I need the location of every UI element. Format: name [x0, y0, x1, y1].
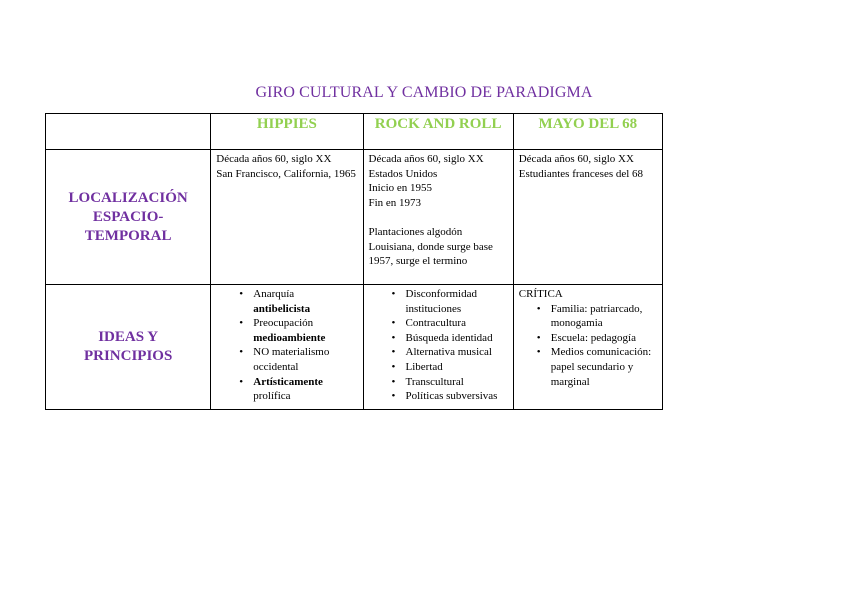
- header-rock-and-roll: ROCK AND ROLL: [363, 114, 513, 150]
- cell-hippies-localizacion: [211, 150, 363, 285]
- cell-text: Década años 60, siglo XX: [216, 153, 332, 165]
- cell-text: Década años 60, siglo XX: [518, 153, 634, 165]
- list-item-text: Preocupación: [253, 317, 314, 330]
- comparison-table: [45, 113, 663, 410]
- cell-text: Estudiantes franceses del 68: [518, 167, 644, 180]
- cell-text: Estados Unidos: [368, 167, 438, 180]
- cell-text: Inicio en 1955: [368, 182, 433, 195]
- header-hippies: HIPPIES: [211, 114, 363, 150]
- cell-rock-localizacion: [363, 150, 513, 285]
- list-item-text: Anarquía: [253, 288, 295, 300]
- bullet-list: [216, 287, 357, 404]
- cell-blank-line: [369, 210, 508, 225]
- row-label-line: IDEAS Y: [98, 329, 159, 345]
- header-empty-cell: [46, 114, 211, 150]
- list-item: [216, 287, 357, 316]
- row-label-localizacion: [46, 150, 211, 285]
- cell-text: Fin en 1973: [368, 196, 422, 209]
- bullet-list: [369, 287, 508, 404]
- list-item: • Políticas subversivas: [369, 389, 508, 404]
- row-label-line: ESPACIO-: [92, 208, 164, 225]
- list-item-text: prolífica: [253, 390, 291, 403]
- list-item-bold-text: antibelicista: [253, 302, 311, 315]
- cell-intro-text: CRÍTICA: [518, 288, 563, 300]
- list-item: [216, 345, 357, 374]
- bullet-list: [519, 302, 657, 390]
- list-item: • Medios comunicación: papel secundario y marginal: [519, 345, 657, 389]
- cell-rock-ideas: [363, 285, 513, 410]
- row-label-line: TEMPORAL: [84, 227, 172, 244]
- list-item: • Transcultural: [369, 375, 508, 390]
- cell-text: Plantaciones algodón Louisiana, donde surge base 1957, surge el termino: [368, 225, 493, 268]
- list-item: [216, 316, 357, 345]
- cell-mayo-localizacion: [513, 150, 662, 285]
- list-item: • Disconformidad instituciones: [369, 287, 508, 316]
- list-item: • Búsqueda identidad: [369, 331, 508, 346]
- cell-text: Década años 60, siglo XX: [368, 153, 484, 165]
- list-item-text: NO materialismo occidental: [253, 346, 330, 373]
- list-item: • Escuela: pedagogía: [519, 331, 657, 346]
- cell-mayo-ideas: [513, 285, 662, 410]
- list-item: • Alternativa musical: [369, 345, 508, 360]
- document-title: GIRO CULTURAL Y CAMBIO DE PARADIGMA: [255, 84, 593, 101]
- list-item: • Familia: patriarcado, monogamia: [519, 302, 657, 331]
- list-item: • Libertad: [369, 360, 508, 375]
- header-row: [46, 114, 663, 150]
- cell-hippies-ideas: [211, 285, 363, 410]
- list-item: • Contracultura: [369, 316, 508, 331]
- header-mayo-del-68: MAYO DEL 68: [513, 114, 662, 150]
- list-item-bold-text: medioambiente: [253, 331, 326, 344]
- list-item: [216, 375, 357, 404]
- table-row-ideas: [46, 285, 663, 410]
- row-label-ideas: [46, 285, 211, 410]
- list-item-bold-text: Artísticamente: [253, 375, 323, 388]
- row-label-line: LOCALIZACIÓN: [68, 189, 188, 206]
- table-row-localizacion: [46, 150, 663, 285]
- cell-text: San Francisco, California, 1965: [216, 167, 356, 180]
- row-label-line: PRINCIPIOS: [83, 348, 173, 364]
